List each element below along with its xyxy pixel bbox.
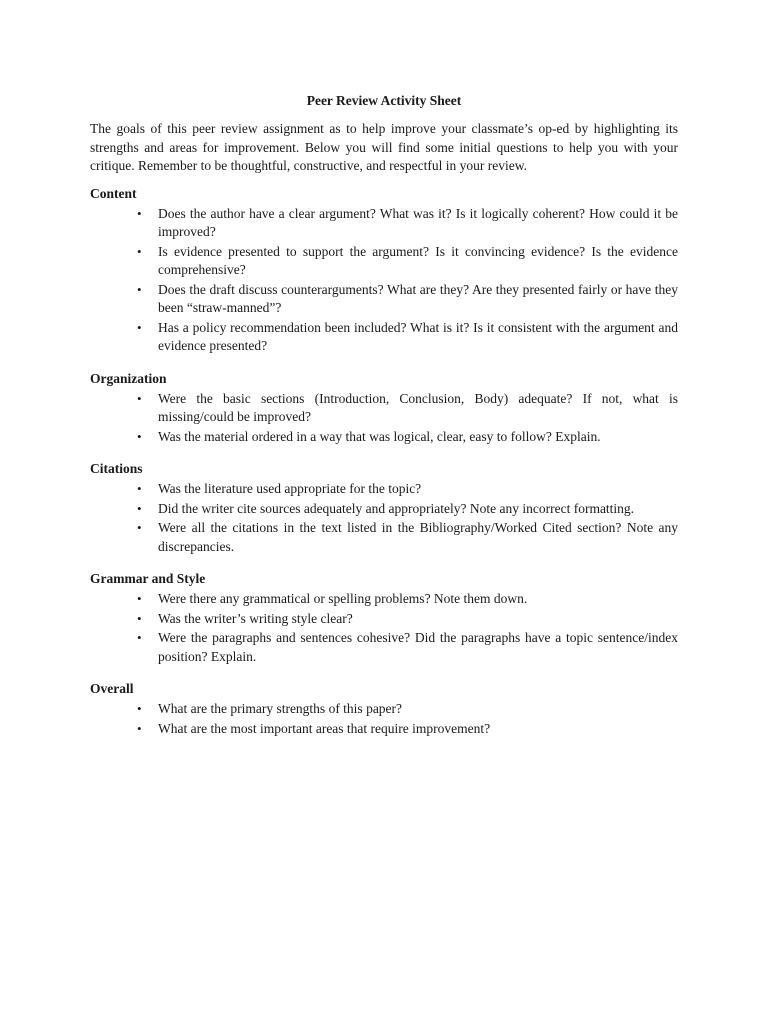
bullet-icon: • [137, 630, 142, 645]
bullet-icon: • [137, 720, 142, 736]
section-content [90, 185, 678, 356]
section-overall [90, 680, 678, 738]
grammar-question-list [90, 590, 678, 666]
overall-question-list [90, 700, 678, 738]
bullet-icon: • [137, 205, 142, 221]
list-item-text: What are the most important areas that require improvement? [158, 720, 491, 736]
list-item-text: Was the literature used appropriate for the topic? [158, 481, 422, 496]
bullet-icon: • [137, 481, 142, 496]
section-heading-content: Content [90, 185, 137, 201]
bullet-icon: • [137, 390, 142, 406]
list-item [90, 428, 678, 447]
section-heading-organization: Organization [90, 370, 167, 386]
section-heading-citations: Citations [90, 461, 143, 476]
list-item-text: Were there any grammatical or spelling problems? Note them down. [158, 591, 528, 606]
bullet-icon: • [137, 701, 142, 716]
list-item-text: Did the writer cite sources adequately and appropriately? Note any incorrect formatting. [158, 500, 635, 516]
citations-question-list [90, 480, 678, 556]
organization-question-list [90, 390, 678, 447]
section-heading-overall: Overall [90, 681, 134, 696]
list-item-text: Does the author have a clear argument? What was it? Is it logically coherent? How could it be improved? [158, 205, 678, 239]
bullet-icon: • [137, 520, 142, 535]
list-item-text: Were the paragraphs and sentences cohesive? Did the paragraphs have a topic sentence/index position? Explain. [158, 630, 678, 664]
list-item [90, 610, 678, 629]
bullet-icon: • [137, 591, 142, 606]
content-question-list [90, 205, 678, 356]
bullet-icon: • [137, 243, 142, 259]
page-title: Peer Review Activity Sheet [306, 93, 462, 108]
list-item-text: Is evidence presented to support the argument? Is it convincing evidence? Is the evidence comprehensive? [158, 243, 678, 277]
list-item [90, 243, 678, 280]
section-citations [90, 460, 678, 556]
bullet-icon: • [137, 610, 142, 626]
list-item [90, 480, 678, 499]
list-item [90, 590, 678, 609]
list-item [90, 700, 678, 719]
intro-paragraph: The goals of this peer review assignment as to help improve your classmate’s op-ed by highlighting its strengths and areas for improvement. Below you will find some initial questions to help you with your critique. Remember to be thoughtful, constructive, and respectful in your review. [90, 121, 678, 173]
list-item [90, 319, 678, 356]
list-item-text: Were all the citations in the text listed in the Bibliography/Worked Cited section? Note any discrepancies. [158, 520, 678, 554]
list-item [90, 281, 678, 318]
list-item [90, 205, 678, 242]
list-item-text: Was the material ordered in a way that was logical, clear, easy to follow? Explain. [158, 428, 601, 444]
list-item-text: Was the writer’s writing style clear? [158, 610, 353, 626]
list-item-text: Has a policy recommendation been included? What is it? Is it consistent with the argument and evidence presented? [158, 319, 678, 353]
section-grammar-and-style [90, 570, 678, 666]
bullet-icon: • [137, 500, 142, 516]
list-item [90, 519, 678, 556]
list-item [90, 390, 678, 427]
document-body [90, 92, 678, 752]
list-item [90, 629, 678, 666]
list-item-text: Does the draft discuss counterarguments? What are they? Are they presented fairly or have they been “straw-manned”? [158, 281, 678, 315]
list-item [90, 720, 678, 739]
bullet-icon: • [137, 319, 142, 335]
bullet-icon: • [137, 428, 142, 444]
bullet-icon: • [137, 281, 142, 297]
section-organization [90, 370, 678, 447]
section-heading-grammar-and-style: Grammar and Style [90, 571, 206, 586]
list-item [90, 500, 678, 519]
list-item-text: Were the basic sections (Introduction, Conclusion, Body) adequate? If not, what is missing/could be improved? [158, 390, 678, 424]
list-item-text: What are the primary strengths of this paper? [158, 701, 403, 716]
